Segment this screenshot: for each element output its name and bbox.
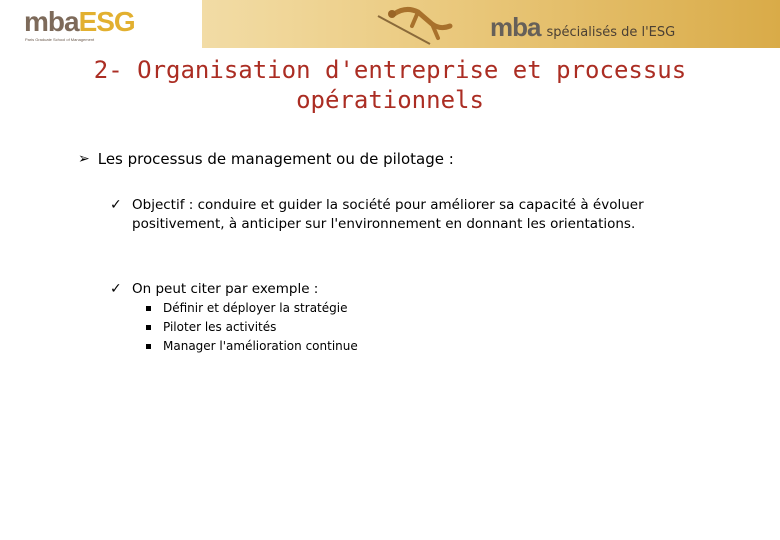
square-bullet-icon — [146, 325, 151, 330]
banner-mba-logo: mba — [490, 12, 541, 42]
logo-tagline: Paris Graduate School of Management — [25, 37, 95, 42]
arrow-bullet-icon: ➢ — [78, 151, 90, 167]
main-bullet — [78, 148, 454, 170]
sub-item — [146, 299, 347, 318]
banner-title — [490, 14, 675, 40]
square-bullet-icon — [146, 344, 151, 349]
pole-vault-athlete-image — [372, 0, 482, 48]
check-item-text: Objectif : conduire et guider la société pour améliorer sa capacité à évoluer positivement, à anticiper sur l'environnement en donnant les orientations. — [132, 197, 644, 232]
header-banner — [0, 0, 780, 48]
check-item-text: On peut citer par exemple : — [132, 281, 319, 297]
check-item-examples — [110, 280, 318, 299]
sub-item — [146, 337, 358, 356]
banner-subtitle: spécialisés de l'ESG — [546, 25, 676, 40]
main-bullet-text: Les processus de management ou de pilotage : — [97, 150, 454, 168]
checkmark-icon: ✓ — [110, 281, 122, 297]
logo-wordmark: mbaESG — [24, 6, 135, 37]
mba-esg-logo — [0, 0, 202, 48]
sub-item-text: Manager l'amélioration continue — [163, 339, 358, 353]
check-item-objective — [110, 196, 690, 234]
square-bullet-icon — [146, 306, 151, 311]
sub-item — [146, 318, 276, 337]
sub-item-text: Définir et déployer la stratégie — [163, 301, 348, 315]
checkmark-icon: ✓ — [110, 197, 122, 213]
sub-item-text: Piloter les activités — [163, 320, 277, 334]
slide-title: 2- Organisation d'entreprise et processus opérationnels — [93, 56, 687, 114]
